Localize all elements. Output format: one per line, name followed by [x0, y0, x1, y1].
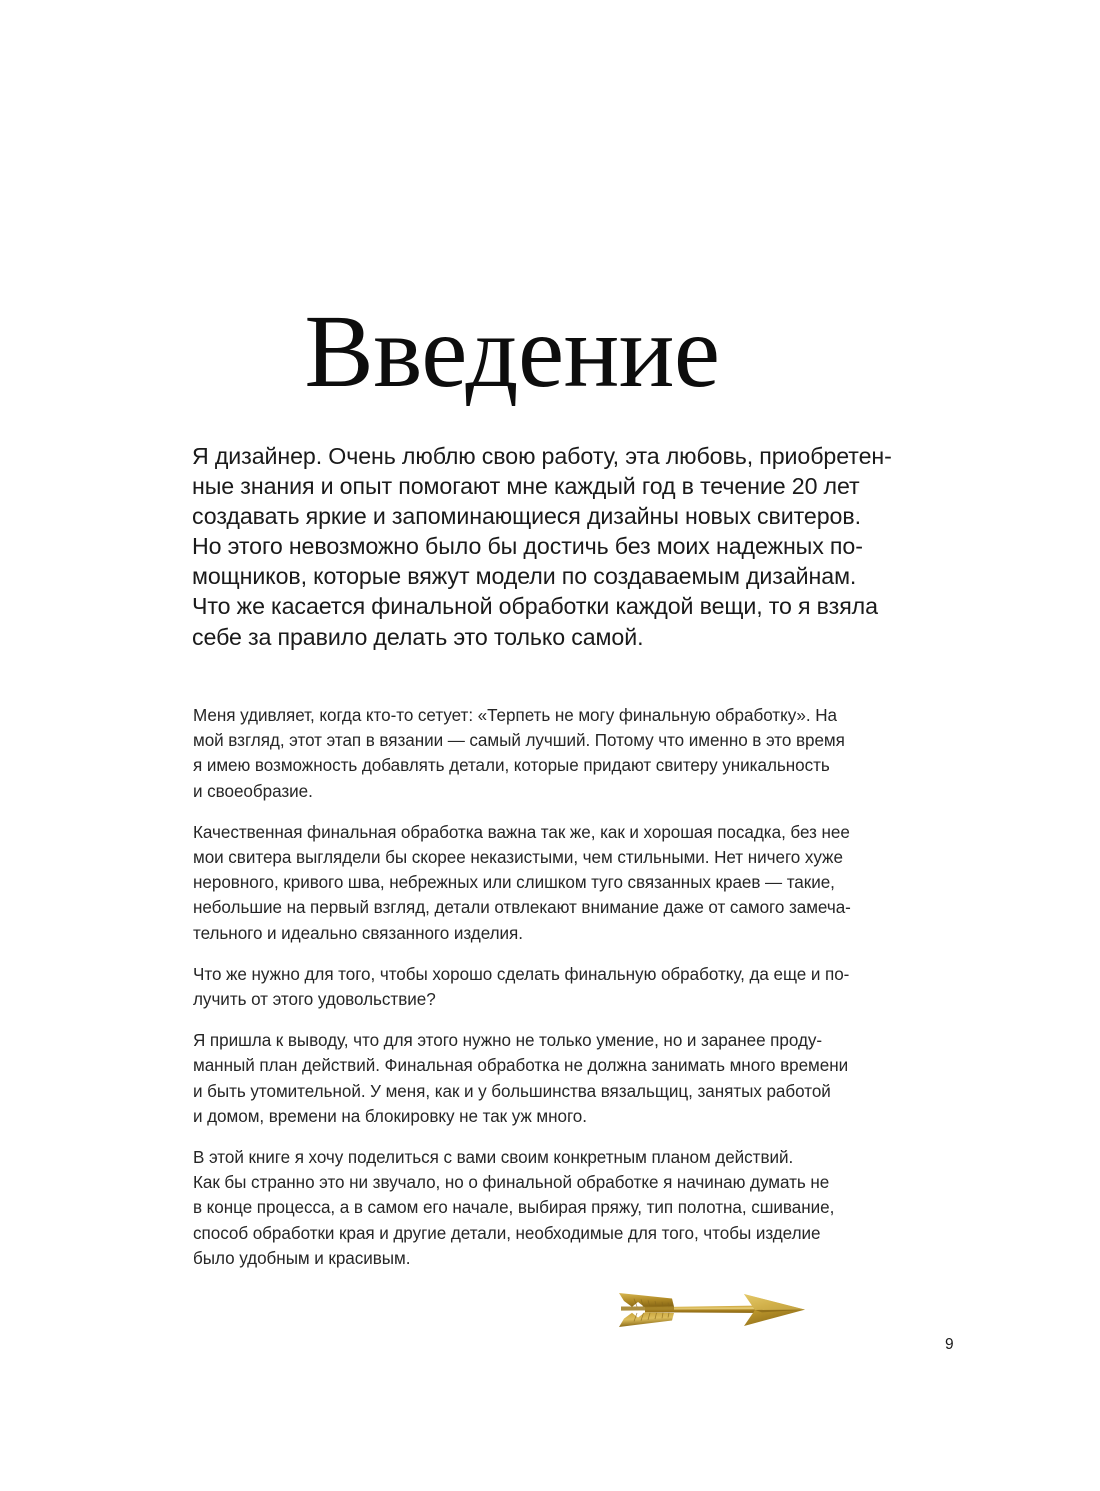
- body-line: Качественная финальная обработка важна так же, как и хорошая посадка, без нее: [193, 822, 850, 842]
- body-line: небольшие на первый взгляд, детали отвлекают внимание даже от самого замеча-: [193, 898, 851, 918]
- body-line: было удобным и красивым.: [193, 1248, 411, 1268]
- gold-arrow-ornament-icon: [612, 1286, 810, 1334]
- body-line: я имею возможность добавлять детали, которые придают свитеру уникальность: [193, 756, 830, 776]
- lead-line: мощников, которые вяжут модели по создаваемым дизайнам.: [192, 563, 857, 590]
- lead-line: себе за правило делать это только самой.: [192, 623, 644, 650]
- body-line: и быть утомительной. У меня, как и у большинства вязальщиц, занятых работой: [193, 1081, 831, 1101]
- body-paragraph: [193, 1145, 835, 1271]
- body-line: и своеобразие.: [193, 781, 313, 801]
- body-line: тельного и идеально связанного изделия.: [193, 923, 523, 943]
- body-line: и домом, времени на блокировку не так уж много.: [193, 1106, 587, 1126]
- body-paragraph: [193, 703, 845, 804]
- body-line: манный план действий. Финальная обработка не должна занимать много времени: [193, 1056, 849, 1076]
- body-line: В этой книге я хочу поделиться с вами своим конкретным планом действий.: [193, 1148, 794, 1168]
- body-paragraph: [193, 962, 850, 1012]
- body-line: мой взгляд, этот этап в вязании — самый лучший. Потому что именно в это время: [193, 731, 845, 751]
- lead-line: создавать яркие и запоминающиеся дизайны новых свитеров.: [192, 503, 861, 530]
- lead-line: Но этого невозможно было бы достичь без моих надежных по-: [192, 533, 863, 560]
- body-line: Я пришла к выводу, что для этого нужно не только умение, но и заранее проду-: [193, 1031, 823, 1051]
- lead-paragraph: [192, 441, 892, 652]
- lead-line: Я дизайнер. Очень люблю свою работу, эта любовь, приобретен-: [192, 443, 892, 469]
- page-title: Введение: [304, 294, 720, 409]
- body-line: Как бы странно это ни звучало, но о финальной обработке я начинаю думать не: [193, 1173, 830, 1193]
- body-paragraph: [193, 820, 851, 946]
- body-copy: [193, 703, 851, 1271]
- body-paragraph: [193, 1028, 849, 1129]
- body-line: Меня удивляет, когда кто-то сетует: «Терпеть не могу финальную обработку». На: [193, 706, 837, 725]
- body-line: Что же нужно для того, чтобы хорошо сделать финальную обработку, да еще и по-: [193, 964, 850, 984]
- lead-line: Что же касается финальной обработки каждой вещи, то я взяла: [192, 593, 878, 620]
- body-line: мои свитера выглядели бы скорее неказистыми, чем стильными. Нет ничего хуже: [193, 848, 843, 868]
- body-line: неровного, кривого шва, небрежных или слишком туго связанных краев — такие,: [193, 873, 835, 893]
- page-number: 9: [945, 1336, 954, 1353]
- body-line: способ обработки края и другие детали, необходимые для того, чтобы изделие: [193, 1223, 821, 1243]
- lead-line: ные знания и опыт помогают мне каждый год в течение 20 лет: [192, 473, 860, 500]
- body-line: в конце процесса, а в самом его начале, выбирая пряжу, тип полотна, сшивание,: [193, 1198, 835, 1218]
- body-line: лучить от этого удовольствие?: [193, 990, 436, 1010]
